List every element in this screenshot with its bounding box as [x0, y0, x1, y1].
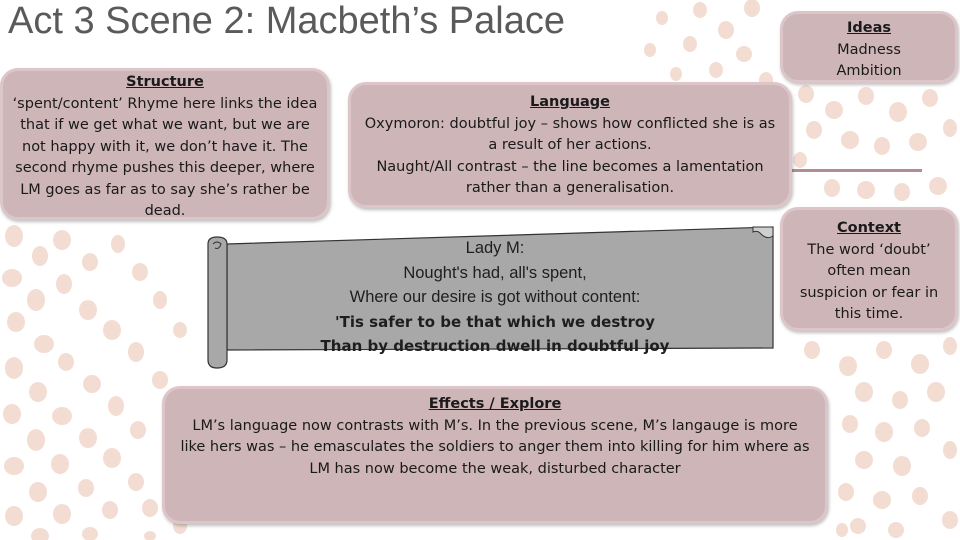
language-box	[348, 82, 792, 208]
language-oxymoron-text: Oxymoron: doubtful joy – shows how conflicted she is as a result of her actions.	[364, 115, 776, 153]
slide-title: Act 3 Scene 2: Macbeth’s Palace	[8, 0, 565, 42]
quote-line-1: Nought's had, all's spent,	[403, 263, 587, 282]
effects-text: LM’s language now contrasts with M’s. In the previous scene, M’s langauge is more like hers was – he emasculates the soldiers to anger them into killing for him where as LM has now become the weak, disturbed character	[180, 417, 810, 477]
structure-box	[0, 68, 330, 220]
quote-speaker: Lady M:	[465, 239, 525, 257]
quote-line-2: Where our desire is got without content:	[349, 288, 641, 306]
quote-line-4: Than by destruction dwell in doubtful joy	[320, 337, 670, 355]
language-contrast-text: Naught/All contrast – the line becomes a lamentation rather than a generalisation.	[376, 158, 764, 196]
quote-line-3: 'Tis safer to be that which we destroy	[335, 312, 655, 331]
divider-line	[778, 169, 922, 172]
language-heading: Language	[529, 94, 611, 110]
quote-text	[240, 236, 750, 359]
ideas-item-madness: Madness	[837, 41, 901, 58]
ideas-item-ambition: Ambition	[836, 63, 902, 79]
ideas-box	[780, 11, 958, 83]
structure-text: ‘spent/content’ Rhyme here links the idea that if we get what we want, but we are not happy with it, we don’t have it. The second rhyme pushes this deeper, where LM goes as far as to say she’s rather be dead.	[12, 95, 318, 219]
ideas-heading: Ideas	[846, 20, 892, 36]
context-box	[780, 207, 958, 331]
structure-heading: Structure	[126, 74, 204, 90]
effects-box	[162, 386, 828, 524]
context-text: The word ‘doubt’ often mean suspicion or fear in this time.	[799, 241, 939, 322]
effects-heading: Effects / Explore	[428, 396, 562, 412]
context-heading: Context	[837, 220, 901, 236]
